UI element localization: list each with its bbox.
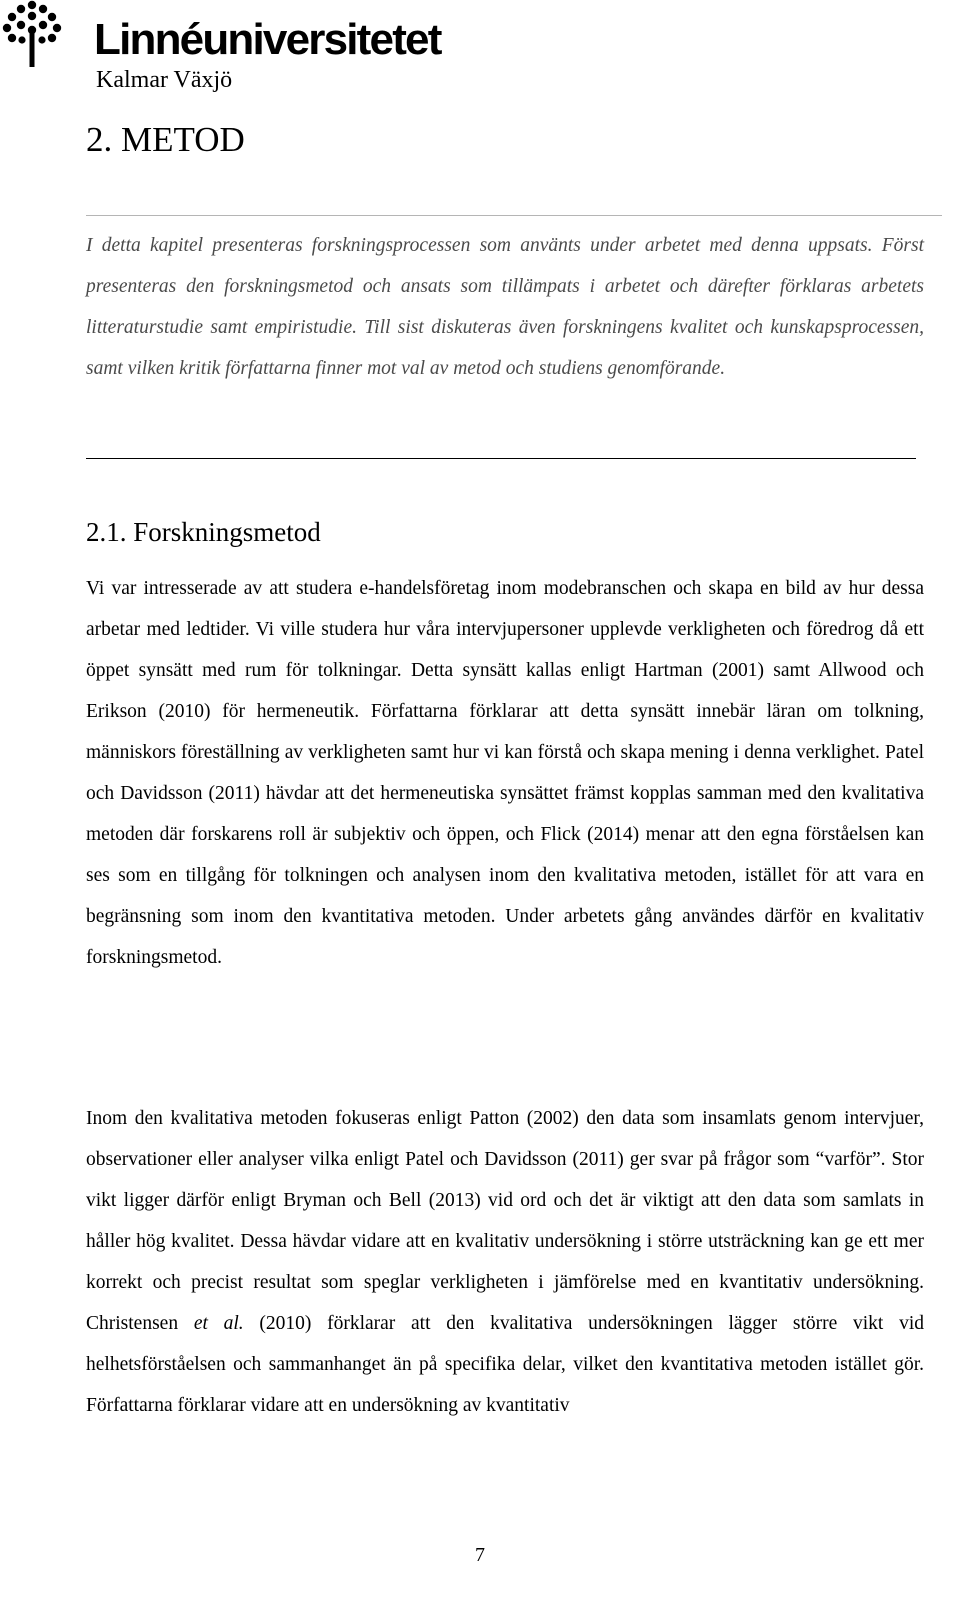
tree-logo-icon	[2, 0, 62, 70]
divider-top	[86, 215, 942, 216]
university-locations: Kalmar Växjö	[96, 67, 233, 93]
body-paragraph	[86, 1098, 924, 1426]
university-logo	[0, 0, 520, 100]
university-name: Linnéuniversitetet	[94, 15, 441, 64]
chapter-title: 2. METOD	[86, 120, 245, 159]
paragraph-text: (2010) förklarar att den kvalitativa undersökningen lägger större vikt vid helhetsförståelsen och sammanhanget än på specifika delar, vilket den kvantitativa metoden istället gör. Författarna förklarar vidare att en undersökning av kvantitativ	[86, 1313, 924, 1416]
paragraph-text: Inom den kvalitativa metoden fokuseras enligt Patton (2002) den data som insamlats genom intervjuer, observationer eller analyser vilka enligt Patel och Davidsson (2011) ger svar på frågor som “varför”. Stor vikt ligger därför enligt Bryman och Bell (2013) vid ord och det är viktigt att den data som samlats in håller hög kvalitet. Dessa hävdar vidare att en kvalitativ undersökning i större utsträckning kan ge ett mer korrekt och precist resultat som speglar verkligheten i jämförelse med en kvantitativ undersökning. Christensen	[86, 1108, 924, 1334]
page-number: 7	[475, 1544, 485, 1566]
divider-bottom	[86, 458, 916, 459]
chapter-intro: I detta kapitel presenteras forskningsprocessen som använts under arbetet med denna uppsats. Först presenteras den forskningsmetod och ansats som tillämpats i arbetet och därefter förklaras arbetets litteraturstudie samt empiristudie. Till sist diskuteras även forskningens kvalitet och kunskapsprocessen, samt vilken kritik författarna finner mot val av metod och studiens genomförande.	[86, 235, 924, 379]
body-paragraph: Vi var intresserade av att studera e-handelsföretag inom modebranschen och skapa en bild av hur dessa arbetar med ledtider. Vi ville studera hur våra intervjupersoner upplevde verkligheten och föredrog då ett öppet synsätt med rum för tolkningar. Detta synsätt kallas enligt Hartman (2001) samt Allwood och Erikson (2010) för hermeneutik. Författarna förklarar att detta synsätt innebär läran om tolkning, människors föreställning av verkligheten samt hur vi kan förstå och skapa mening i denna verklighet. Patel och Davidsson (2011) hävdar att det hermeneutiska synsättet främst kopplas samman med den kvalitativa metoden där forskarens roll är subjektiv och öppen, och Flick (2014) menar att den egna förståelsen kan ses som en tillgång för tolkningen och analysen inom den kvalitativa metoden, istället för att vara en begränsning som inom den kvantitativa metoden. Under arbetets gång användes därför en kvalitativ forskningsmetod.	[86, 578, 924, 968]
citation-et-al: et al.	[193, 1313, 244, 1334]
section-heading: 2.1. Forskningsmetod	[86, 517, 321, 547]
